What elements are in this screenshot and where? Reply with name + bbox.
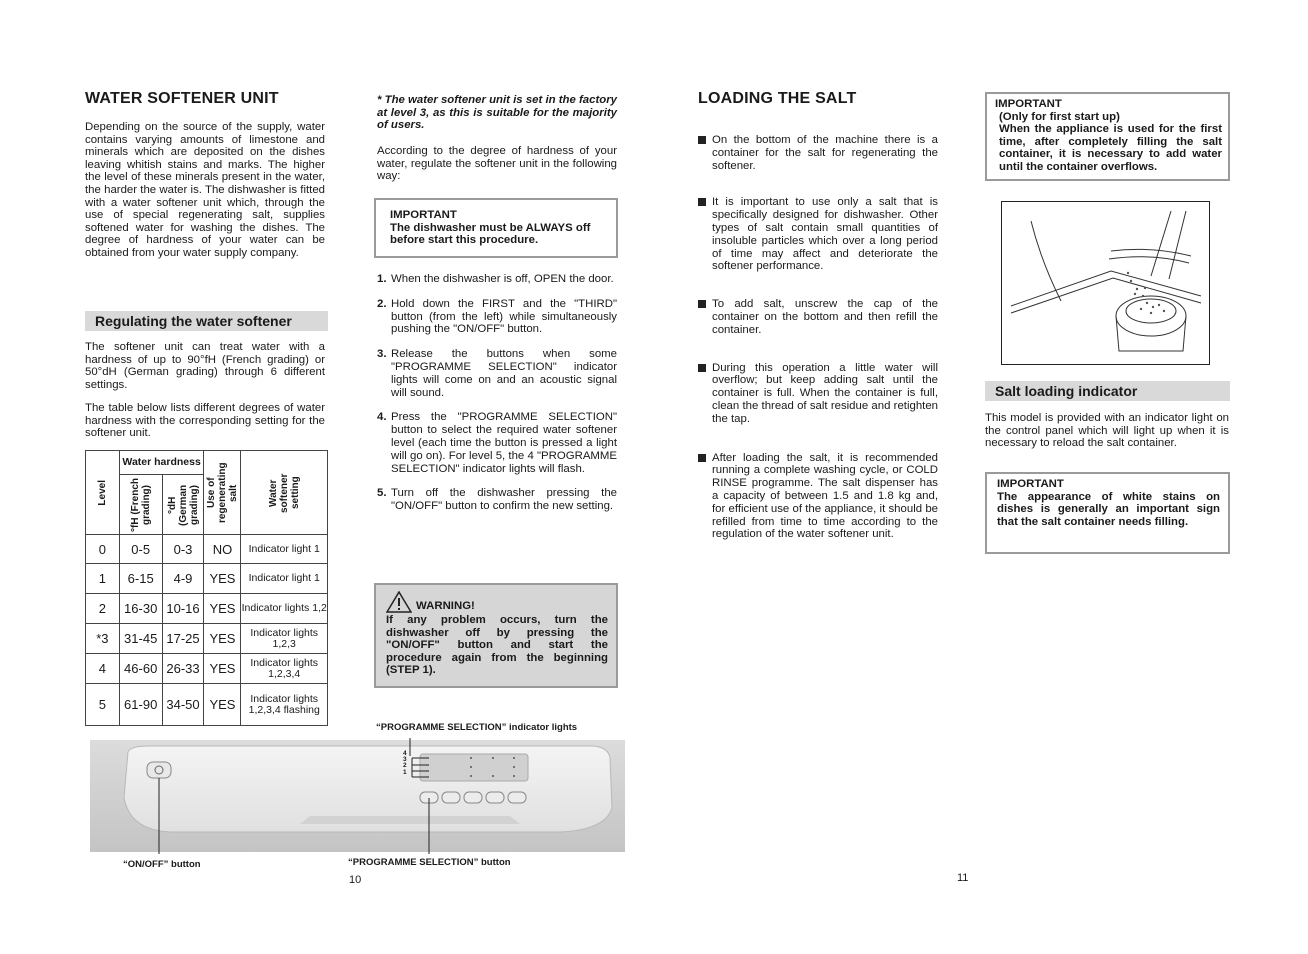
salt-loading-illustration	[1001, 201, 1210, 365]
important-box-first-start	[985, 92, 1230, 181]
important-text: When the appliance is used for the first time, after completely filling the salt container, it is necessary to add water until the container overflows.	[999, 123, 1222, 173]
table-row: 2 16-30 10-16 YES Indicator lights 1,2	[86, 594, 328, 624]
bullet-square-icon	[698, 136, 706, 144]
warning-triangle-icon	[386, 591, 412, 613]
warning-title: WARNING!	[416, 600, 475, 613]
bullet-square-icon	[698, 454, 706, 462]
caption-indicator-lights: “PROGRAMME SELECTION” indicator lights	[376, 722, 578, 733]
important-box-white-stains	[985, 472, 1230, 554]
header-level: Level	[86, 451, 120, 535]
list-item: 3. Release the buttons when some "PROGRAMME SELECTION" indicator lights will come on and an acoustic signal will sound.	[377, 348, 617, 399]
important-text: The appearance of white stains on dishes is generally an important sign that the salt container needs filling.	[997, 490, 1220, 528]
list-item: 4. Press the "PROGRAMME SELECTION" button to select the required water softener level (each time the button is pressed a light will go on). For level 5, the 4 "PROGRAMME SELECTION" indicator lights will flash.	[377, 411, 617, 475]
list-item: On the bottom of the machine there is a container for the salt for regenerating the softener.	[698, 134, 938, 172]
softener-capacity-paragraph: The softener unit can treat water with a hardness of up to 90°fH (French grading) or 50°dH (German grading) through 6 different settings.	[85, 341, 325, 391]
warning-box	[374, 583, 618, 688]
procedure-steps	[377, 273, 617, 525]
list-item: 5. Turn off the dishwasher pressing the "ON/OFF" button to confirm the new setting.	[377, 487, 617, 513]
list-item: During this operation a little water will overflow; but keep adding salt until the container is full. When the container is full, clean the thread of salt residue and retighten the tap.	[698, 362, 938, 426]
caption-programme-button: “PROGRAMME SELECTION” button	[348, 857, 511, 868]
important-title: IMPORTANT	[997, 478, 1064, 490]
table-row: 0 0-5 0-3 NO Indicator light 1	[86, 535, 328, 564]
header-french-grading: °fH (French grading)	[119, 475, 162, 535]
control-panel-illustration	[90, 738, 626, 854]
page-number-left: 10	[349, 874, 362, 886]
factory-setting-note: * The water softener unit is set in the factory at level 3, as this is suitable for the majority of users.	[377, 94, 617, 132]
left-page-title: WATER SOFTENER UNIT	[85, 90, 279, 107]
important-text: The dishwasher must be ALWAYS off before start this procedure.	[390, 221, 591, 247]
header-softener-setting: Water softener setting	[241, 451, 328, 535]
table-row: 5 61-90 34-50 YES Indicator lights 1,2,3,4 flashing	[86, 684, 328, 726]
important-title: IMPORTANT	[390, 209, 457, 221]
list-item: To add salt, unscrew the cap of the container on the bottom and then refill the container.	[698, 298, 938, 336]
table-intro-paragraph: The table below lists different degrees of water hardness with the corresponding setting for the softener unit.	[85, 402, 325, 440]
indicator-level-labels: 4 3 2 1	[403, 750, 407, 776]
important-box-procedure	[374, 198, 618, 258]
salt-indicator-paragraph: This model is provided with an indicator light on the control panel which will light up when it is necessary to reload the salt container.	[985, 412, 1229, 450]
header-regenerating-salt: Use of regenerating salt	[204, 451, 241, 535]
important-title: IMPORTANT	[995, 98, 1062, 110]
table-row: 4 46-60 26-33 YES Indicator lights 1,2,3,4	[86, 654, 328, 684]
list-item: After loading the salt, it is recommended running a complete washing cycle, or COLD RINSE programme. The salt dispenser has a capacity of between 1.5 and 1.8 kg and, for efficient use of the appliance, it should be refilled from time to time according to the regulation of the water softener unit.	[698, 452, 938, 542]
regulation-intro-paragraph: According to the degree of hardness of your water, regulate the softener unit in the following way:	[377, 145, 617, 183]
bullet-square-icon	[698, 364, 706, 372]
caption-onoff-button: “ON/OFF” button	[123, 859, 201, 870]
important-subtitle: (Only for first start up)	[999, 110, 1120, 123]
salt-instructions-list	[698, 134, 938, 541]
intro-paragraph: Depending on the source of the supply, water contains varying amounts of limestone and minerals which are deposited on the dishes leaving whitish stains and marks. The higher the level of these minerals present in the water, the harder the water is. The dishwasher is fitted with a water softener unit which, through the use of special regenerating salt, supplies softened water for washing the dishes. The degree of hardness of your water can be obtained from your water supply company.	[85, 121, 325, 259]
table-row: *3 31-45 17-25 YES Indicator lights 1,2,3	[86, 624, 328, 654]
section-title-regulating: Regulating the water softener	[85, 311, 328, 331]
warning-text: If any problem occurs, turn the dishwasher off by pressing the "ON/OFF" button and start the procedure again from the beginning (STEP 1).	[386, 614, 608, 677]
header-german-grading: °dH (German grading)	[162, 475, 204, 535]
bullet-square-icon	[698, 300, 706, 308]
table-row: 1 6-15 4-9 YES Indicator light 1	[86, 564, 328, 594]
list-item: It is important to use only a salt that is specifically designed for dishwasher. Other types of salt contain small quantities of insoluble particles which over a long period of time may affect and deteriorate the softener performance.	[698, 196, 938, 273]
right-page-title: LOADING THE SALT	[698, 90, 857, 107]
list-item: 1. When the dishwasher is off, OPEN the door.	[377, 273, 614, 285]
water-hardness-table	[85, 450, 328, 726]
bullet-square-icon	[698, 198, 706, 206]
page-number-right: 11	[957, 872, 969, 884]
list-item: 2. Hold down the FIRST and the "THIRD" button (from the left) while simultaneously pushing the "ON/OFF" button.	[377, 297, 617, 336]
header-water-hardness: Water hardness	[119, 451, 204, 475]
section-title-salt-indicator: Salt loading indicator	[985, 381, 1230, 401]
